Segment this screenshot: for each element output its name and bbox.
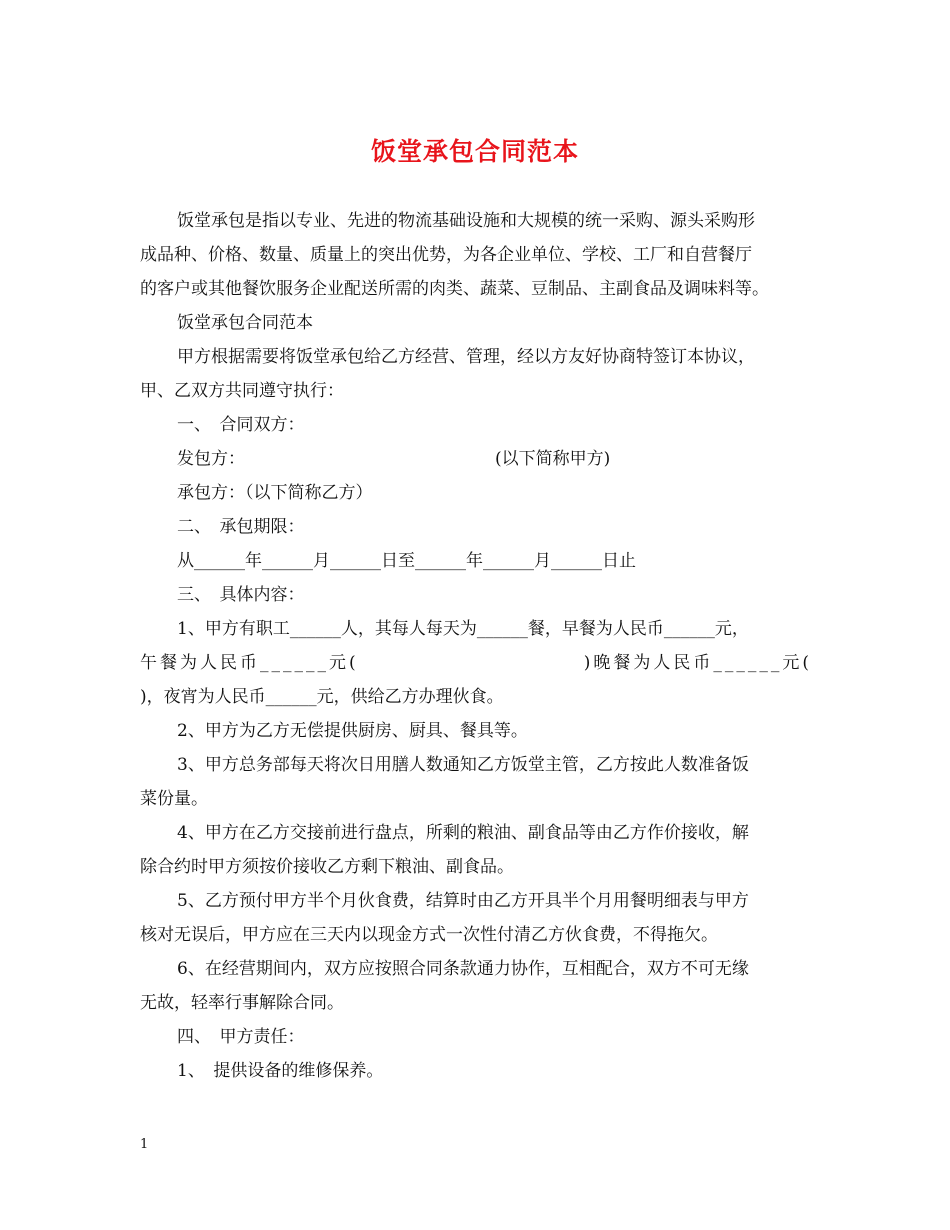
document-body [140, 204, 812, 1088]
paragraph-line: 成品种、价格、数量、质量上的突出优势，为各企业单位、学校、工厂和自营餐厅 [140, 245, 752, 265]
paragraph-line-part: )晚餐为人民币______元( [583, 653, 812, 673]
paragraph-line: 菜份量。 [140, 789, 208, 809]
party-label: 发包方： [177, 449, 245, 469]
paragraph-line: 除合约时甲方须按价接收乙方剩下粮油、副食品。 [140, 857, 514, 877]
section-heading: 二、 承包期限： [177, 517, 305, 537]
paragraph-line: 2、甲方为乙方无偿提供厨房、厨具、餐具等。 [177, 721, 528, 741]
paragraph-line: )，夜宵为人民币______元，供给乙方办理伙食。 [140, 687, 504, 707]
paragraph-line: 5、乙方预付甲方半个月伙食费，结算时由乙方开具半个月用餐明细表与甲方 [177, 891, 749, 911]
party-line [140, 442, 812, 476]
document-title: 饭堂承包合同范本 [370, 137, 579, 166]
paragraph-line: 的客户或其他餐饮服务企业配送所需的肉类、蔬菜、豆制品、主副食品及调味料等。 [140, 279, 769, 299]
section-heading: 四、 甲方责任： [177, 1027, 305, 1047]
paragraph-line: 饭堂承包合同范本 [177, 313, 313, 333]
paragraph-line: 饭堂承包是指以专业、先进的物流基础设施和大规模的统一采购、源头采购形 [177, 211, 755, 231]
section-heading: 一、 合同双方： [177, 415, 305, 435]
paragraph-line: 无故，轻率行事解除合同。 [140, 993, 344, 1013]
party-note: (以下简称甲方) [495, 449, 611, 469]
party-line: 承包方：（以下简称乙方） [177, 483, 373, 503]
paragraph-line: 核对无误后，甲方应在三天内以现金方式一次性付清乙方伙食费，不得拖欠。 [140, 925, 718, 945]
paragraph-line [140, 646, 812, 680]
paragraph-line: 1、甲方有职工______人，其每人每天为______餐，早餐为人民币______元， [177, 619, 749, 639]
paragraph-line-part: 午餐为人民币______元( [140, 653, 359, 673]
paragraph-line: 甲、乙双方共同遵守执行： [140, 381, 344, 401]
paragraph-line: 甲方根据需要将饭堂承包给乙方经营、管理，经以方友好协商特签订本协议， [177, 347, 755, 367]
page-number: 1 [140, 1137, 149, 1152]
paragraph-line: 6、在经营期间内，双方应按照合同条款通力协作，互相配合，双方不可无缘 [177, 959, 749, 979]
paragraph-line: 4、甲方在乙方交接前进行盘点，所剩的粮油、副食品等由乙方作价接收，解 [177, 823, 749, 843]
paragraph-line: 从______年______月______日至______年______月______日止 [177, 551, 636, 571]
paragraph-line: 3、甲方总务部每天将次日用膳人数通知乙方饭堂主管，乙方按此人数准备饭 [177, 755, 749, 775]
paragraph-line: 1、 提供设备的维修保养。 [177, 1061, 384, 1081]
section-heading: 三、 具体内容： [177, 585, 305, 605]
